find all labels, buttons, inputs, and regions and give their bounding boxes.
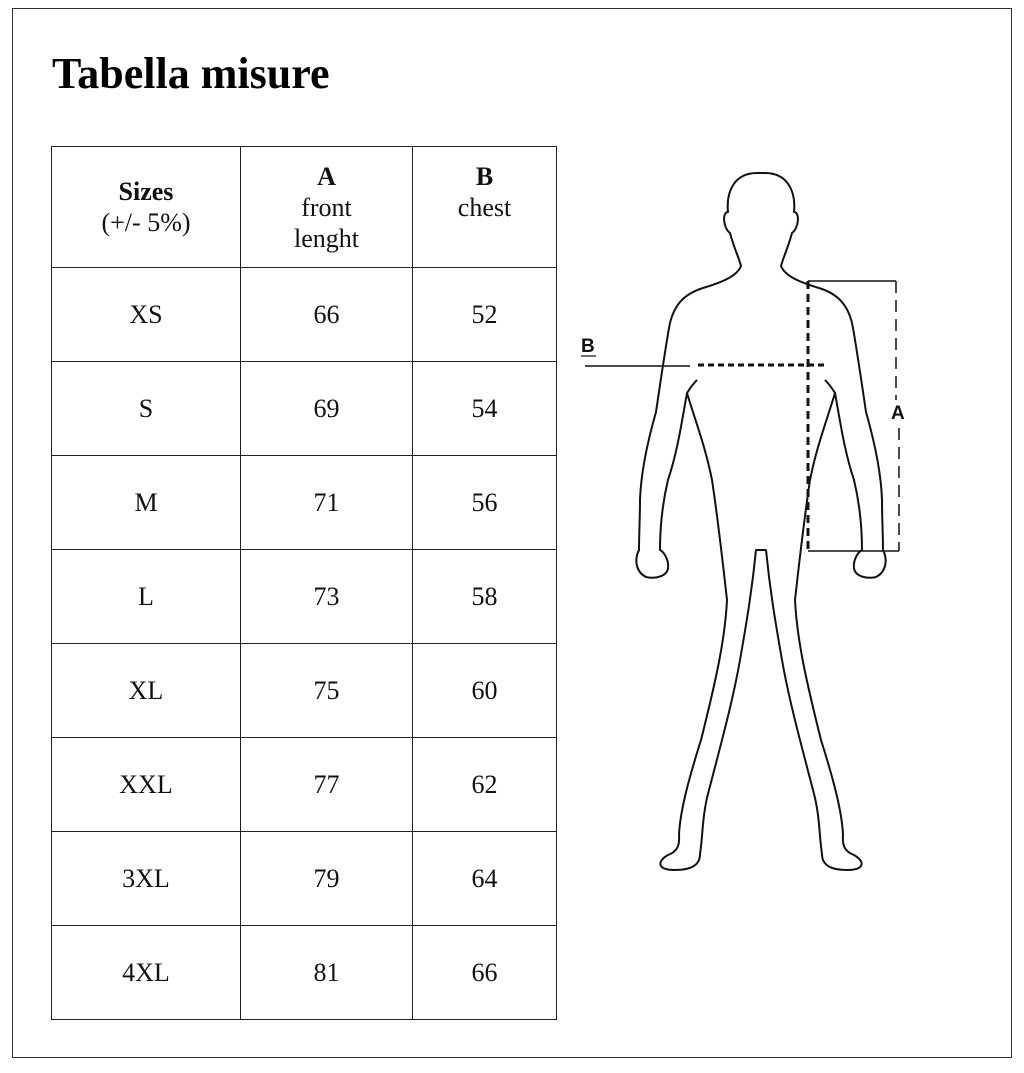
chest-cell: 64	[413, 832, 557, 926]
header-sizes	[52, 147, 241, 268]
table-row	[52, 644, 557, 738]
header-a-letter: A	[317, 161, 336, 191]
label-a: A	[891, 403, 905, 424]
label-b: B	[581, 336, 595, 357]
header-b-letter: B	[475, 162, 494, 191]
table-row	[52, 550, 557, 644]
body-measurement-diagram	[570, 160, 970, 880]
chest-cell: 52	[413, 268, 557, 362]
chest-cell: 66	[413, 926, 557, 1020]
header-front-length	[241, 147, 413, 268]
table-row	[52, 926, 557, 1020]
chest-cell: 62	[413, 738, 557, 832]
size-cell: 3XL	[52, 832, 241, 926]
size-cell: L	[52, 550, 241, 644]
size-cell: XL	[52, 644, 241, 738]
body-silhouette	[636, 173, 885, 870]
size-cell: S	[52, 362, 241, 456]
page-title: Tabella misure	[52, 49, 330, 98]
front-length-cell: 75	[241, 644, 413, 738]
size-cell: XS	[52, 268, 241, 362]
header-b-label: chest	[457, 193, 512, 222]
front-length-cell: 71	[241, 456, 413, 550]
size-cell: XXL	[52, 738, 241, 832]
front-length-cell: 81	[241, 926, 413, 1020]
header-sizes-label: Sizes	[118, 177, 174, 206]
front-length-cell: 66	[241, 268, 413, 362]
chest-cell: 56	[413, 456, 557, 550]
table-row	[52, 738, 557, 832]
right-armpit-line	[825, 380, 835, 393]
left-armpit-line	[687, 380, 697, 393]
size-cell: 4XL	[52, 926, 241, 1020]
table-header-row	[52, 147, 557, 268]
header-a-line1: front	[301, 192, 352, 222]
table-row	[52, 832, 557, 926]
front-length-cell: 73	[241, 550, 413, 644]
header-sizes-note: (+/- 5%)	[101, 208, 191, 237]
front-length-cell: 77	[241, 738, 413, 832]
header-chest	[413, 147, 557, 268]
front-length-cell: 79	[241, 832, 413, 926]
size-table	[51, 146, 557, 1020]
table-row	[52, 456, 557, 550]
header-a-line2: lenght	[294, 223, 359, 253]
table-row	[52, 362, 557, 456]
table-row	[52, 268, 557, 362]
size-cell: M	[52, 456, 241, 550]
front-length-cell: 69	[241, 362, 413, 456]
chest-cell: 54	[413, 362, 557, 456]
chest-cell: 58	[413, 550, 557, 644]
chest-cell: 60	[413, 644, 557, 738]
